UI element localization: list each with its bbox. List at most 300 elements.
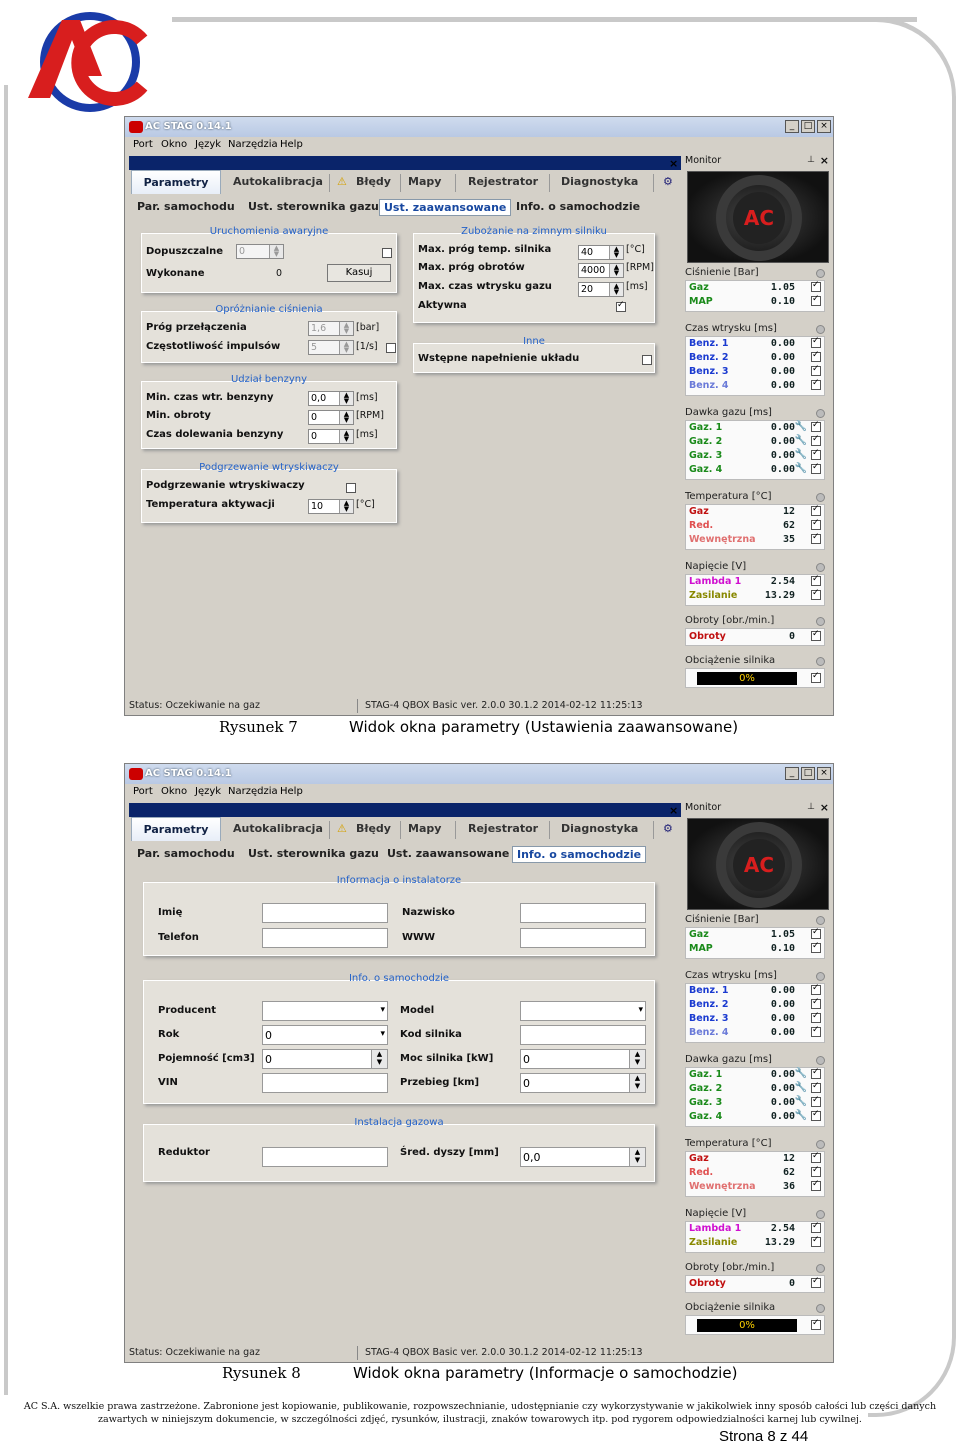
- monitor-row: [687, 630, 823, 644]
- row-checkbox[interactable]: [811, 366, 821, 376]
- group-title: Inne: [523, 336, 545, 347]
- mileage-value: 0: [523, 1077, 530, 1090]
- app-window-car-info: [124, 763, 834, 1363]
- monitor-temperature: [685, 1138, 827, 1198]
- collapse-icon[interactable]: [816, 1056, 825, 1065]
- max-temp-spinner[interactable]: [578, 245, 624, 260]
- tab-diagnostyka[interactable]: Diagnostyka: [561, 822, 639, 835]
- tab-separator: [549, 174, 550, 192]
- row-checkbox[interactable]: [811, 1237, 821, 1247]
- first-name-input[interactable]: [262, 903, 388, 923]
- group-car-info: [143, 973, 655, 1104]
- monitor-gas-dose: [685, 1054, 827, 1128]
- row-value: 62: [782, 1167, 795, 1178]
- row-checkbox[interactable]: [811, 1111, 821, 1121]
- collapse-icon[interactable]: [816, 1304, 825, 1313]
- maximize-button[interactable]: □: [801, 120, 815, 133]
- petrol-add-value: 0: [311, 431, 318, 442]
- heating-checkbox[interactable]: [346, 483, 356, 493]
- pin-icon[interactable]: ⊥: [807, 802, 815, 812]
- menu-jezyk[interactable]: Język: [195, 786, 222, 797]
- tab-mapy[interactable]: Mapy: [408, 175, 442, 188]
- row-checkbox[interactable]: [811, 1181, 821, 1191]
- monitor-row: [687, 589, 823, 603]
- row-checkbox[interactable]: [811, 576, 821, 586]
- group-title: Instalacja gazowa: [354, 1117, 444, 1128]
- activation-temp-label: Temperatura aktywacji: [146, 499, 275, 510]
- group-title: Uruchomienia awaryjne: [209, 226, 329, 237]
- spin-arrows-icon[interactable]: ▲ ▼: [339, 341, 353, 354]
- section-title: Obciążenie silnika: [685, 655, 776, 666]
- monitor-load: [685, 1302, 827, 1336]
- www-input[interactable]: [520, 928, 646, 948]
- model-label: Model: [400, 1005, 435, 1016]
- min-injection-spinner[interactable]: [308, 391, 354, 406]
- subtab-ust-sterownika[interactable]: Ust. sterownika gazu: [248, 200, 379, 213]
- monitor-voltage: [685, 561, 827, 607]
- first-name-label: Imię: [158, 907, 183, 918]
- collapse-icon[interactable]: [816, 916, 825, 925]
- row-name: Wewnętrzna: [689, 534, 756, 545]
- unit-rpm: [RPM]: [626, 262, 654, 273]
- max-gas-inj-label: Max. czas wtrysku gazu: [418, 281, 552, 292]
- row-value: 36: [782, 1181, 795, 1192]
- spin-arrows-icon[interactable]: ▲ ▼: [339, 411, 353, 424]
- monitor-logo: [687, 818, 829, 910]
- monitor-row: [687, 1319, 823, 1333]
- menu-bar: [125, 784, 833, 800]
- monitor-row: [687, 984, 823, 998]
- minimize-button[interactable]: _: [785, 120, 799, 133]
- subtab-par-samochodu[interactable]: Par. samochodu: [137, 847, 235, 860]
- nozzle-spinner[interactable]: [520, 1147, 646, 1167]
- pin-icon[interactable]: ⊥: [807, 155, 815, 165]
- tab-separator: [455, 174, 456, 192]
- row-value: 0.00: [770, 1083, 795, 1094]
- spin-arrows-icon[interactable]: ▲ ▼: [629, 1074, 645, 1092]
- monitor-row: [687, 672, 823, 686]
- row-name: Red.: [689, 520, 714, 531]
- year-select[interactable]: [262, 1025, 388, 1045]
- row-name: Gaz. 2: [689, 436, 723, 447]
- unit-bar: [bar]: [356, 322, 380, 333]
- section-title: Obroty [obr./min.]: [685, 615, 775, 626]
- monitor-injection: [685, 323, 827, 397]
- panel-header: [129, 803, 681, 817]
- section-title: Ciśnienie [Bar]: [685, 914, 759, 925]
- minimize-button[interactable]: _: [785, 767, 799, 780]
- tab-mapy[interactable]: Mapy: [408, 822, 442, 835]
- spin-arrows-icon[interactable]: ▲ ▼: [609, 246, 623, 259]
- monitor-injection: [685, 970, 827, 1044]
- engine-code-label: Kod silnika: [400, 1029, 462, 1040]
- row-name: Gaz. 1: [689, 1069, 723, 1080]
- row-checkbox[interactable]: [811, 450, 821, 460]
- row-value: 0.00: [770, 1013, 795, 1024]
- row-value: 1.05: [770, 282, 795, 293]
- figure7-caption: Widok okna parametry (Ustawienia zaawansowane): [349, 718, 739, 736]
- producer-select[interactable]: [262, 1001, 388, 1021]
- group-title: Informacja o instalatorze: [336, 875, 462, 886]
- row-checkbox[interactable]: [811, 1083, 821, 1093]
- max-temp-label: Max. próg temp. silnika: [418, 244, 552, 255]
- row-name: Obroty: [689, 631, 726, 642]
- active-label: Aktywna: [418, 300, 467, 311]
- row-value: 2.54: [770, 1223, 795, 1234]
- row-checkbox[interactable]: [811, 380, 821, 390]
- status-bar: [129, 1346, 681, 1361]
- row-checkbox[interactable]: [811, 1320, 821, 1330]
- row-checkbox[interactable]: [811, 464, 821, 474]
- monitor-header: [685, 802, 831, 816]
- tab-parametry[interactable]: Parametry: [131, 170, 221, 194]
- monitor-row: [687, 1068, 823, 1082]
- menu-okno[interactable]: Okno: [161, 139, 188, 150]
- title-bar: [125, 764, 833, 784]
- tab-separator: [455, 821, 456, 839]
- spin-arrows-icon[interactable]: ▲ ▼: [609, 283, 623, 296]
- surname-label: Nazwisko: [402, 907, 455, 918]
- row-name: Wewnętrzna: [689, 1181, 756, 1192]
- done-value: 0: [276, 268, 283, 279]
- collapse-icon[interactable]: [816, 563, 825, 572]
- monitor-pressure: [685, 914, 827, 960]
- row-checkbox[interactable]: [811, 296, 821, 306]
- spin-arrows-icon[interactable]: ▲ ▼: [339, 322, 353, 335]
- section-title: Napięcie [V]: [685, 1208, 747, 1219]
- spin-arrows-icon[interactable]: ▲ ▼: [609, 264, 623, 277]
- subtab-ust-zaawansowane[interactable]: Ust. zaawansowane: [379, 199, 511, 216]
- power-value: 0: [523, 1053, 530, 1066]
- monitor-row: [687, 533, 823, 547]
- ac-logo: [22, 6, 152, 114]
- row-name: Benz. 1: [689, 338, 729, 349]
- wrench-icon: 🔧: [794, 1110, 807, 1121]
- monitor-row: [687, 928, 823, 942]
- figure8-label: Rysunek 8: [222, 1364, 301, 1382]
- monitor-row: [687, 1180, 823, 1194]
- monitor-row: [687, 1222, 823, 1236]
- close-button[interactable]: ×: [817, 120, 831, 133]
- spin-arrows-icon[interactable]: ▲ ▼: [339, 430, 353, 443]
- wrench-icon: 🔧: [794, 421, 807, 432]
- spin-arrows-icon[interactable]: ▲ ▼: [629, 1148, 645, 1166]
- row-value: 13.29: [764, 1237, 795, 1248]
- tab-diagnostyka[interactable]: Diagnostyka: [561, 175, 639, 188]
- row-checkbox[interactable]: [811, 673, 821, 683]
- www-label: WWW: [402, 932, 436, 943]
- maximize-button[interactable]: □: [801, 767, 815, 780]
- row-value: 0: [788, 631, 795, 642]
- subtab-ust-sterownika[interactable]: Ust. sterownika gazu: [248, 847, 379, 860]
- warning-icon: ⚠: [337, 175, 347, 188]
- menu-port[interactable]: Port: [133, 139, 153, 150]
- activation-temp-spinner[interactable]: [308, 499, 354, 514]
- subtab-info-samochod[interactable]: Info. o samochodzie: [512, 846, 646, 863]
- row-value: 0.00: [770, 380, 795, 391]
- power-spinner[interactable]: [520, 1049, 646, 1069]
- row-checkbox[interactable]: [811, 1013, 821, 1023]
- min-rpm-spinner[interactable]: [308, 410, 354, 425]
- monitor-close-icon[interactable]: ×: [819, 801, 829, 814]
- tab-separator: [653, 174, 654, 192]
- tab-separator: [653, 821, 654, 839]
- row-checkbox[interactable]: [811, 929, 821, 939]
- allowed-checkbox[interactable]: [382, 248, 392, 258]
- reset-button[interactable]: Kasuj: [327, 264, 391, 282]
- row-checkbox[interactable]: [811, 422, 821, 432]
- unit-ms: [ms]: [626, 281, 648, 292]
- group-petrol-share: [141, 374, 397, 449]
- row-name: Zasilanie: [689, 590, 738, 601]
- max-gas-inj-spinner[interactable]: [578, 282, 624, 297]
- section-title: Temperatura [°C]: [685, 491, 772, 502]
- monitor-logo: [687, 171, 829, 263]
- row-checkbox[interactable]: [811, 352, 821, 362]
- device-info: STAG-4 QBOX Basic ver. 2.0.0 30.1.2 2014-02-12 11:25:13: [365, 700, 643, 711]
- page-frame-right: [868, 17, 956, 1417]
- group-title: Udział benzyny: [230, 374, 308, 385]
- section-title: Obroty [obr./min.]: [685, 1262, 775, 1273]
- pulse-freq-value: 5: [311, 342, 318, 353]
- monitor-pressure: [685, 267, 827, 313]
- row-name: Gaz: [689, 929, 709, 940]
- collapse-icon[interactable]: [816, 972, 825, 981]
- row-name: Benz. 4: [689, 1027, 729, 1038]
- collapse-icon[interactable]: [816, 1264, 825, 1273]
- unit-ms: [ms]: [356, 429, 378, 440]
- row-name: Gaz. 3: [689, 1097, 723, 1108]
- row-checkbox[interactable]: [811, 520, 821, 530]
- monitor-voltage: [685, 1208, 827, 1254]
- heating-label: Podgrzewanie wtryskiwaczy: [146, 480, 305, 491]
- wrench-icon: 🔧: [794, 1068, 807, 1079]
- menu-narzedzia[interactable]: Narzędzia: [228, 786, 278, 797]
- subtab-par-samochodu[interactable]: Par. samochodu: [137, 200, 235, 213]
- collapse-icon[interactable]: [816, 325, 825, 334]
- row-name: Lambda 1: [689, 576, 742, 587]
- group-pressure-release: [141, 304, 397, 363]
- menu-bar: [125, 137, 833, 153]
- monitor-row: [687, 1110, 823, 1124]
- monitor-row: [687, 295, 823, 309]
- allowed-value: 0: [239, 246, 246, 257]
- row-name: Benz. 3: [689, 1013, 729, 1024]
- monitor-row: [687, 942, 823, 956]
- tab-rejestrator[interactable]: Rejestrator: [468, 822, 539, 835]
- row-checkbox[interactable]: [811, 1223, 821, 1233]
- page-number: Strona 8 z 44: [719, 1428, 809, 1445]
- row-checkbox[interactable]: [811, 1278, 821, 1288]
- spin-arrows-icon[interactable]: ▲ ▼: [339, 500, 353, 513]
- tab-rejestrator[interactable]: Rejestrator: [468, 175, 539, 188]
- pulse-checkbox[interactable]: [386, 343, 396, 353]
- panel-close-icon[interactable]: ×: [669, 804, 679, 817]
- status-bar: [129, 699, 681, 714]
- monitor-panel: [685, 155, 831, 715]
- svg-text:AC: AC: [743, 853, 775, 877]
- max-rpm-spinner[interactable]: [578, 263, 624, 278]
- warning-icon: ⚠: [337, 822, 347, 835]
- model-select[interactable]: [520, 1001, 646, 1021]
- unit-celsius: [°C]: [356, 499, 375, 510]
- menu-help[interactable]: Help: [280, 786, 303, 797]
- row-value: 0.00: [770, 450, 795, 461]
- row-value: 35: [782, 534, 795, 545]
- monitor-row: [687, 1026, 823, 1040]
- app-window-advanced: [124, 116, 834, 716]
- row-checkbox[interactable]: [811, 1097, 821, 1107]
- row-checkbox[interactable]: [811, 338, 821, 348]
- row-name: Gaz. 4: [689, 1111, 723, 1122]
- switch-threshold-spinner[interactable]: [308, 321, 354, 336]
- menu-help[interactable]: Help: [280, 139, 303, 150]
- row-name: MAP: [689, 943, 713, 954]
- year-label: Rok: [158, 1029, 180, 1040]
- collapse-icon[interactable]: [816, 1140, 825, 1149]
- group-title: Podgrzewanie wtryskiwaczy: [199, 462, 339, 473]
- row-name: MAP: [689, 296, 713, 307]
- spin-arrows-icon[interactable]: ▲ ▼: [629, 1050, 645, 1068]
- row-checkbox[interactable]: [811, 999, 821, 1009]
- monitor-row: [687, 1082, 823, 1096]
- row-checkbox[interactable]: [811, 985, 821, 995]
- row-checkbox[interactable]: [811, 282, 821, 292]
- group-installer-info: [143, 875, 655, 956]
- monitor-row: [687, 337, 823, 351]
- tab-separator: [549, 821, 550, 839]
- collapse-icon[interactable]: [816, 269, 825, 278]
- pulse-freq-spinner[interactable]: [308, 340, 354, 355]
- spin-arrows-icon[interactable]: ▲ ▼: [371, 1050, 387, 1068]
- group-other: [413, 336, 655, 373]
- close-button[interactable]: ×: [817, 767, 831, 780]
- copyright-line-1: AC S.A. wszelkie prawa zastrzeżone. Zabronione jest kopiowanie, publikowanie, rozpowszechnianie, udostępnianie czy wykorzystywanie w jakikolwiek inny sposób całości lub części danych: [23, 1401, 937, 1412]
- section-title: Czas wtrysku [ms]: [685, 323, 777, 334]
- help-wrench-icon[interactable]: ⚙: [663, 175, 673, 188]
- row-value: 0.00: [770, 999, 795, 1010]
- group-title: Zubożanie na zimnym silniku: [461, 226, 607, 237]
- row-checkbox[interactable]: [811, 534, 821, 544]
- row-value: 62: [782, 520, 795, 531]
- row-name: Benz. 3: [689, 366, 729, 377]
- row-checkbox[interactable]: [811, 631, 821, 641]
- wrench-icon: 🔧: [794, 435, 807, 446]
- monitor-row: [687, 505, 823, 519]
- prefill-checkbox[interactable]: [642, 355, 652, 365]
- phone-input[interactable]: [262, 928, 388, 948]
- menu-jezyk[interactable]: Język: [195, 139, 222, 150]
- tab-bledy[interactable]: Błędy: [356, 822, 391, 835]
- menu-narzedzia[interactable]: Narzędzia: [228, 139, 278, 150]
- monitor-row: [687, 449, 823, 463]
- reducer-input[interactable]: [262, 1147, 388, 1167]
- monitor-row: [687, 1012, 823, 1026]
- row-value: 0.00: [770, 1097, 795, 1108]
- max-rpm-label: Max. próg obrotów: [418, 262, 525, 273]
- allowed-spinner[interactable]: [236, 244, 284, 259]
- row-checkbox[interactable]: [811, 590, 821, 600]
- monitor-load: [685, 655, 827, 689]
- subtab-info-samochod[interactable]: Info. o samochodzie: [516, 200, 641, 213]
- row-checkbox[interactable]: [811, 436, 821, 446]
- power-label: Moc silnika [kW]: [400, 1053, 494, 1064]
- capacity-spinner[interactable]: [262, 1049, 388, 1069]
- collapse-icon[interactable]: [816, 1210, 825, 1219]
- app-icon: [129, 121, 143, 133]
- mileage-spinner[interactable]: [520, 1073, 646, 1093]
- menu-port[interactable]: Port: [133, 786, 153, 797]
- tab-bledy[interactable]: Błędy: [356, 175, 391, 188]
- tab-parametry[interactable]: Parametry: [131, 817, 221, 841]
- monitor-row: [687, 1166, 823, 1180]
- spin-arrows-icon[interactable]: ▲ ▼: [339, 392, 353, 405]
- row-name: Gaz: [689, 282, 709, 293]
- tab-autokalibracja[interactable]: Autokalibracja: [233, 822, 323, 835]
- menu-okno[interactable]: Okno: [161, 786, 188, 797]
- collapse-icon[interactable]: [816, 409, 825, 418]
- monitor-row: [687, 351, 823, 365]
- row-name: Gaz. 4: [689, 464, 723, 475]
- unit-ms: [ms]: [356, 392, 378, 403]
- collapse-icon[interactable]: [816, 493, 825, 502]
- collapse-icon[interactable]: [816, 617, 825, 626]
- reducer-label: Reduktor: [158, 1147, 210, 1158]
- subtab-bar: [129, 842, 681, 868]
- row-value: 13.29: [764, 590, 795, 601]
- row-value: 0.00: [770, 1111, 795, 1122]
- monitor-title: Monitor: [685, 802, 722, 813]
- row-value: 12: [782, 1153, 795, 1164]
- help-wrench-icon[interactable]: ⚙: [663, 822, 673, 835]
- load-bar: 0%: [697, 1319, 797, 1332]
- monitor-gas-dose: [685, 407, 827, 481]
- spin-arrows-icon[interactable]: ▲ ▼: [269, 245, 283, 258]
- active-checkbox[interactable]: [616, 302, 626, 312]
- tab-autokalibracja[interactable]: Autokalibracja: [233, 175, 323, 188]
- row-checkbox[interactable]: [811, 1069, 821, 1079]
- row-checkbox[interactable]: [811, 506, 821, 516]
- row-checkbox[interactable]: [811, 1027, 821, 1037]
- engine-code-input[interactable]: [520, 1025, 646, 1045]
- row-name: Benz. 1: [689, 985, 729, 996]
- page-frame-left: [4, 85, 8, 1395]
- section-title: Napięcie [V]: [685, 561, 747, 572]
- row-checkbox[interactable]: [811, 943, 821, 953]
- phone-label: Telefon: [158, 932, 199, 943]
- window-title: AC STAG 0.14.1: [145, 768, 232, 779]
- status-text: Status: Oczekiwanie na gaz: [129, 700, 260, 711]
- pulse-freq-label: Częstotliwość impulsów: [146, 341, 281, 352]
- vin-input[interactable]: [262, 1073, 388, 1093]
- tab-separator: [329, 174, 330, 192]
- row-checkbox[interactable]: [811, 1167, 821, 1177]
- row-value: 1.05: [770, 929, 795, 940]
- row-value: 0.00: [770, 464, 795, 475]
- row-name: Benz. 2: [689, 352, 729, 363]
- collapse-icon[interactable]: [816, 657, 825, 666]
- monitor-row: [687, 435, 823, 449]
- surname-input[interactable]: [520, 903, 646, 923]
- panel-close-icon[interactable]: ×: [669, 157, 679, 170]
- nozzle-value: 0,0: [523, 1151, 541, 1164]
- monitor-close-icon[interactable]: ×: [819, 154, 829, 167]
- subtab-ust-zaawansowane[interactable]: Ust. zaawansowane: [387, 847, 510, 860]
- row-value: 0.00: [770, 422, 795, 433]
- row-checkbox[interactable]: [811, 1153, 821, 1163]
- monitor-temperature: [685, 491, 827, 551]
- petrol-add-spinner[interactable]: [308, 429, 354, 444]
